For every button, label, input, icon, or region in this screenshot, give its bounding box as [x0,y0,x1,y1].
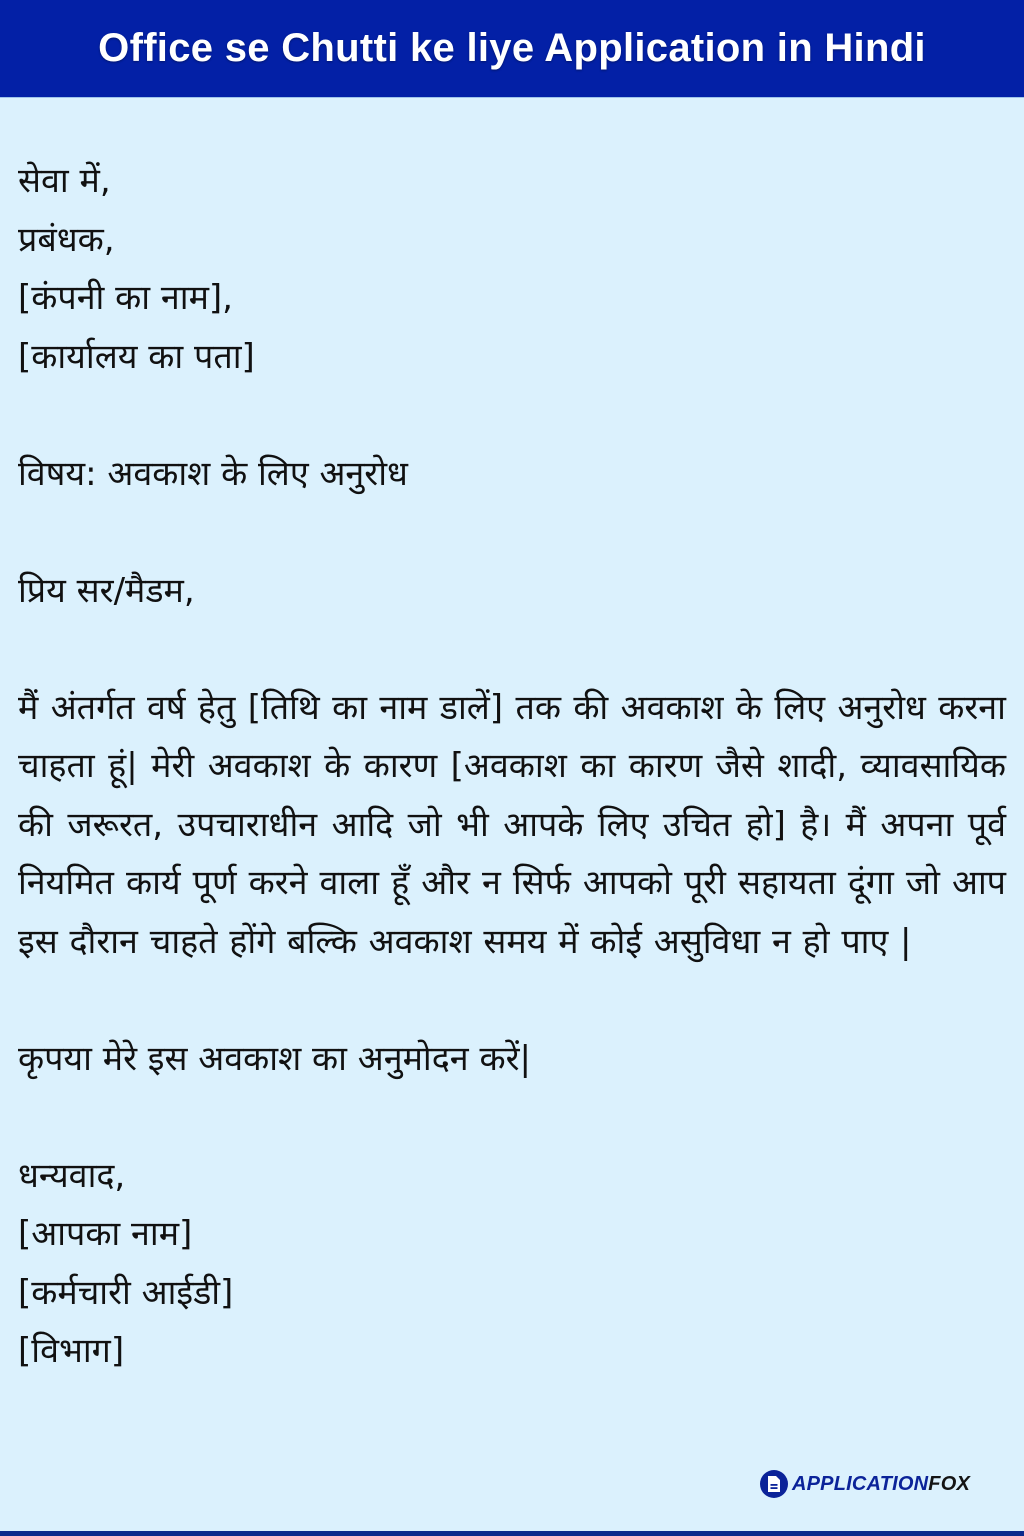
subject-line: विषय: अवकाश के लिए अनुरोध [18,453,408,494]
closing-line: [कर्मचारी आईडी] [18,1272,234,1313]
brand-name-part1: APPLICATION [792,1472,929,1495]
bottom-border [0,1531,1024,1536]
request-line: कृपया मेरे इस अवकाश का अनुमोदन करें| [18,1038,531,1079]
page-title: Office se Chutti ke liye Application in Hindi [98,26,926,70]
closing-block [18,1147,1006,1381]
closing-line: [आपका नाम] [18,1214,193,1254]
recipient-line: सेवा में, [18,161,111,201]
recipient-line: [कंपनी का नाम], [18,278,233,318]
applicationfox-logo [760,1470,970,1498]
brand-name-part2: FOX [928,1472,970,1495]
spacer [18,971,1006,1030]
document-icon [760,1470,788,1498]
brand-name [792,1473,970,1496]
salutation: प्रिय सर/मैडम, [18,570,195,611]
body-paragraph: मैं अंतर्गत वर्ष हेतु [तिथि का नाम डालें] तक की अवकाश के लिए अनुरोध करना चाहता हूं| मेरी अवकाश के कारण [अवकाश का कारण जैसे शादी, व्यावसायिक की जरूरत, उपचाराधीन आदि जो भी आपके लिए उचित हो] है। मैं अपना पूर्व नियमित कार्य पूर्ण करने वाला हूँ और न सिर्फ आपको पूरी सहायता दूंगा जो आप इस दौरान चाहते होंगे बल्कि अवकाश समय में कोई असुविधा न हो पाए | [18,687,1006,962]
spacer [18,503,1006,562]
letter-content [18,152,1006,1381]
spacer [18,620,1006,679]
spacer [18,1088,1006,1147]
closing-line: धन्यवाद, [18,1155,126,1196]
recipient-block [18,152,1006,386]
page-header [0,0,1024,98]
recipient-line: [कार्यालय का पता] [18,336,255,377]
spacer [18,386,1006,445]
closing-line: [विभाग] [18,1331,125,1371]
recipient-line: प्रबंधक, [18,219,115,260]
